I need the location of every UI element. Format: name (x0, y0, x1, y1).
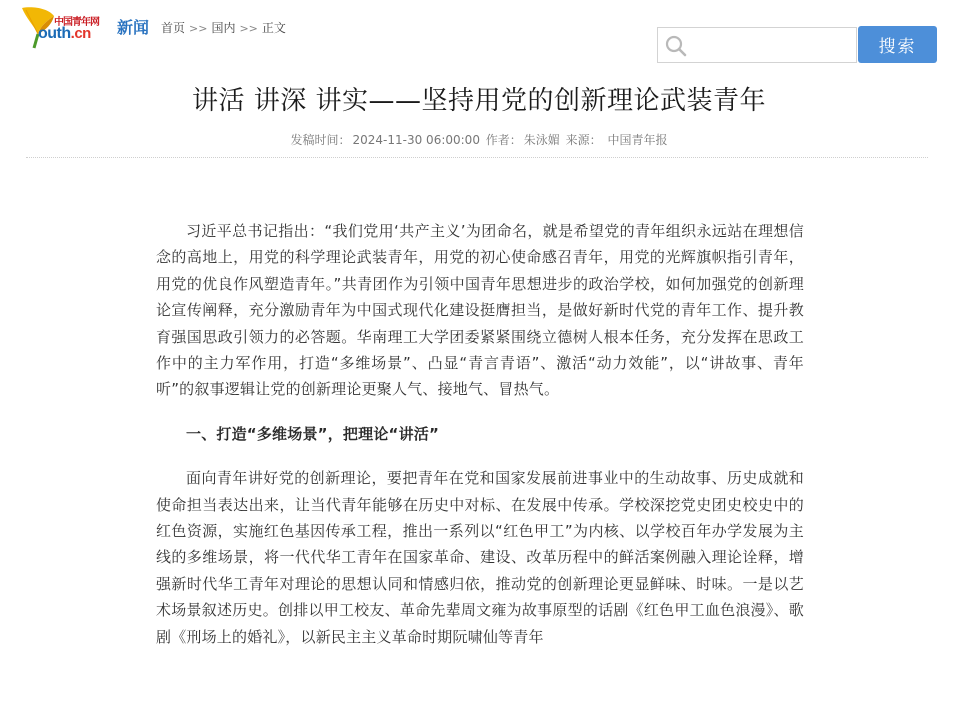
site-logo[interactable] (16, 2, 112, 52)
section-heading: 一、打造“多维场景”，把理论“讲活” (186, 424, 440, 443)
date-label: 发稿时间： (290, 133, 351, 147)
breadcrumb-separator: >> (189, 22, 208, 35)
article-body (156, 218, 804, 650)
logo-domain (38, 25, 91, 43)
search-icon (665, 35, 687, 57)
header-divider (26, 157, 928, 158)
logo-cn-tag: 中国青年网 (54, 17, 99, 28)
source-label: 来源： (565, 133, 602, 147)
author-name: 朱泳媚 (523, 133, 560, 147)
channel-name[interactable]: 新闻 (117, 18, 150, 37)
article-title: 讲活 讲深 讲实——坚持用党的创新理论武装青年 (191, 86, 767, 116)
breadcrumb-current: 正文 (261, 21, 286, 35)
source-name: 中国青年报 (607, 133, 668, 147)
search-input[interactable] (694, 32, 852, 58)
search-button[interactable]: 搜索 (858, 26, 937, 63)
breadcrumb-separator: >> (239, 22, 258, 35)
search-box (657, 27, 857, 63)
article-paragraph: 面向青年讲好党的创新理论，要把青年在党和国家发展前进事业中的生动故事、历史成就和使命担当表达出来，让当代青年能够在历史中对标、在发展中传承。学校深挖党史团史校史中的红色资源，实施红色基因传承工程，推出一系列以“红色甲工”为内核、以学校百年办学发展为主线的多维场景，将一代代华工青年在国家革命、建设、改革历程中的鲜活案例融入理论诠释，增强新时代华工青年对理论的思想认同和情感归依，推动党的创新理论更显鲜味、时味。一是以艺术场景叙述历史。创排以甲工校友、革命先辈周文雍为故事原型的话剧《红色甲工血色浪漫》、歌剧《刑场上的婚礼》，以新民主主义革命时期阮啸仙等青年 (156, 469, 804, 646)
breadcrumb-domestic[interactable]: 国内 (211, 21, 236, 35)
logo-domain-prefix: outh (38, 25, 71, 42)
breadcrumb (161, 19, 286, 36)
article-paragraph: 习近平总书记指出：“我们党用‘共产主义’为团命名，就是希望党的青年组织永远站在理想信念的高地上，用党的科学理论武装青年，用党的初心使命感召青年，用党的光辉旗帜指引青年，用党的优良作风塑造青年。”共青团作为引领中国青年思想进步的政治学校，如何加强党的创新理论宣传阐释，充分激励青年为中国式现代化建设挺膺担当，是做好新时代党的青年工作、提升教育强国思政引领力的必答题。华南理工大学团委紧紧围绕立德树人根本任务，充分发挥在思政工作中的主力军作用，打造“多维场景”、凸显“青言青语”、激活“动力效能”，以“讲故事、青年听”的叙事逻辑让党的创新理论更聚人气、接地气、冒热气。 (156, 222, 804, 399)
publish-date: 2024-11-30 06:00:00 (352, 133, 480, 147)
author-label: 作者： (485, 133, 522, 147)
breadcrumb-home[interactable]: 首页 (161, 21, 186, 35)
article-meta (0, 131, 958, 148)
logo-domain-suffix: .cn (70, 25, 91, 42)
